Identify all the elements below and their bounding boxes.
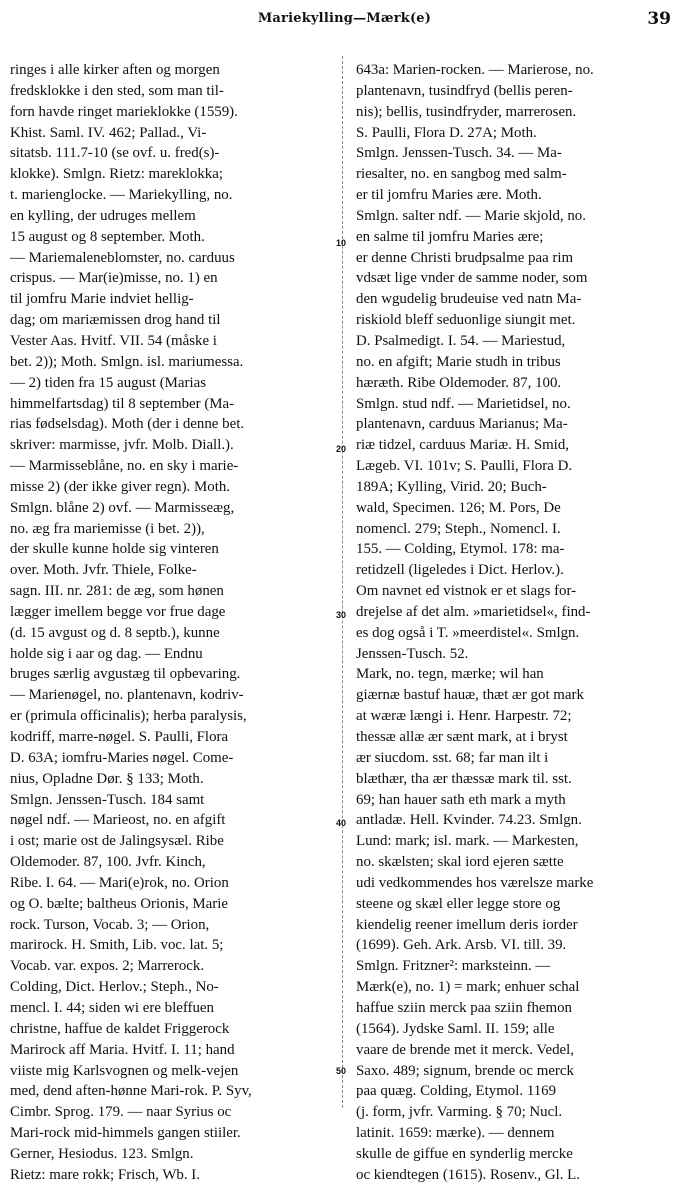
text-line: thessæ allæ ær sænt mark, at i bryst	[356, 729, 568, 745]
text-line: 15 august og 8 september. Moth.	[10, 228, 205, 245]
text-line: Smlgn. salter ndf. — Marie skjold, no.	[356, 207, 586, 224]
text-line: nis); bellis, tusindfryder, marrerosen.	[356, 103, 577, 120]
text-line: Mari-rock mid-himmels gangen stiiler.	[10, 1125, 241, 1142]
text-line: — Marienøgel, no. plantenavn, kodriv-	[10, 687, 244, 704]
text-line: wald, Specimen. 126; M. Pors, De	[356, 499, 561, 516]
text-line: riesalter, no. en sangbog med salm-	[356, 166, 567, 183]
text-line: sagn. III. nr. 281: de æg, som hønen	[10, 583, 224, 600]
text-line: 189A; Kylling, Virid. 20; Buch-	[356, 478, 547, 495]
text-line: Vester Aas. Hvitf. VII. 54 (måske i	[10, 332, 217, 349]
text-line: en kylling, der udruges mellem	[10, 207, 196, 224]
text-line: haffue sziin merck paa sziin fhemon	[356, 999, 572, 1016]
text-line: riskiold bleff seduonlige siungit met.	[356, 312, 576, 329]
text-line: no. skælsten; skal iord ejeren sætte	[356, 854, 564, 871]
text-line: Lægeb. VI. 101v; S. Paulli, Flora D.	[356, 458, 573, 475]
text-line: er denne Christi brudpsalme paa rim	[356, 249, 574, 266]
text-line: marirock. H. Smith, Lib. voc. lat. 5;	[10, 937, 224, 954]
text-line: med, dend aften-hønne Mari-rok. P. Syv,	[10, 1083, 252, 1100]
text-line: paa quæg. Colding, Etymol. 1169	[356, 1083, 557, 1100]
text-line: til jomfru Marie indviet hellig-	[10, 291, 194, 308]
text-line: kiendelig reener imellum deris iorder	[356, 916, 578, 933]
text-line: lægger imellem begge vor frue dage	[10, 603, 226, 620]
text-line: Smlgn. Fritzner²: marksteinn. —	[356, 958, 551, 975]
text-line: der skulle kunne holde sig vinteren	[10, 541, 219, 558]
text-line: D. Psalmedigt. I. 54. — Mariestud,	[356, 332, 566, 349]
text-line: vdsæt lige vnder de samme noder, som	[356, 270, 588, 287]
page-number: 39	[647, 9, 671, 29]
text-line: S. Paulli, Flora D. 27A; Moth.	[356, 124, 537, 141]
line-marker-20: 20	[336, 444, 347, 454]
text-line: riæ tidzel, carduus Mariæ. H. Smid,	[356, 437, 569, 454]
text-line: steene og skæl eller legge store og	[356, 895, 561, 912]
text-line: skulle de giffue en synderlig mercke	[356, 1145, 573, 1162]
line-marker-30: 30	[336, 610, 347, 620]
text-line: Smlgn. Jenssen-Tusch. 34. — Ma-	[356, 145, 562, 162]
text-line: viiste mig Karlsvognen og melk-vejen	[10, 1062, 239, 1079]
text-line: bet. 2)); Moth. Smlgn. isl. mariumessa.	[10, 353, 244, 370]
text-line: 69; han hauer sath eth mark a myth	[356, 791, 566, 808]
text-line: Vocab. var. expos. 2; Marrerock.	[10, 958, 205, 975]
text-line: forn havde ringet marieklokke (1559).	[10, 103, 238, 120]
text-line: i ost; marie ost de Jalingsysæl. Ribe	[10, 833, 224, 850]
text-line: rock. Turson, Vocab. 3; — Orion,	[10, 916, 210, 933]
text-line: udi vedkommendes hos værelsze marke	[356, 874, 594, 891]
text-line: fredsklokke i den sted, som man til-	[10, 82, 224, 99]
text-line: Smlgn. Jenssen-Tusch. 184 samt	[10, 791, 205, 808]
text-line: Gerner, Hesiodus. 123. Smlgn.	[10, 1145, 194, 1162]
text-line: blæthær, tha ær thæssæ mark til. sst.	[356, 770, 572, 787]
text-line: er (primula officinalis); herba paralysis,	[10, 708, 247, 725]
text-line: klokke). Smlgn. Rietz: mareklokka;	[10, 166, 223, 183]
text-line: ringes i alle kirker aften og morgen	[10, 62, 220, 78]
column-divider	[342, 56, 344, 1108]
text-line: — Marmisseblåne, no. en sky i marie-	[10, 458, 239, 475]
text-line: Khist. Saml. IV. 462; Pallad., Vi-	[10, 124, 207, 141]
text-line: 643a: Marien-rocken. — Marierose, no.	[356, 62, 594, 78]
right-column	[356, 60, 678, 1186]
text-line: over. Moth. Jvfr. Thiele, Folke-	[10, 562, 197, 579]
line-marker-40: 40	[336, 818, 347, 828]
text-line: en salme til jomfru Maries ære;	[356, 228, 544, 245]
text-line: retidzell (ligeledes i Dict. Herlov.).	[356, 562, 564, 579]
text-line: Mark, no. tegn, mærke; wil han	[356, 666, 544, 683]
text-line: (1564). Jydske Saml. II. 159; alle	[356, 1020, 555, 1037]
text-line: Lund: mark; isl. mark. — Markesten,	[356, 833, 579, 850]
text-line: bruges særlig avgustæg til opbevaring.	[10, 666, 241, 683]
text-line: dag; om mariæmissen drog hand til	[10, 312, 221, 329]
text-line: Saxo. 489; signum, brende oc merck	[356, 1062, 574, 1079]
text-line: (1699). Geh. Ark. Arsb. VI. till. 39.	[356, 937, 567, 954]
text-line: crispus. — Mar(ie)misse, no. 1) en	[10, 270, 218, 287]
text-line: Rietz: mare rokk; Frisch, Wb. I.	[10, 1166, 200, 1183]
text-line: Oldemoder. 87, 100. Jvfr. Kinch,	[10, 854, 206, 871]
text-line: er til jomfru Maries ære. Moth.	[356, 187, 542, 204]
text-line: antladæ. Hell. Kvinder. 74.23. Smlgn.	[356, 812, 582, 829]
page-header	[0, 9, 689, 31]
text-line: t. marienglocke. — Mariekylling, no.	[10, 187, 233, 204]
text-line: vaare de brende met it merck. Vedel,	[356, 1041, 575, 1058]
text-line: plantenavn, carduus Marianus; Ma-	[356, 416, 568, 433]
text-line: mencl. I. 44; siden wi ere bleffuen	[10, 999, 214, 1016]
left-column	[10, 60, 330, 1186]
text-line: at wæræ længi i. Henr. Harpestr. 72;	[356, 708, 572, 725]
text-line: nomencl. 279; Steph., Nomencl. I.	[356, 520, 561, 537]
text-line: den wgudelig brudeuise ved natn Ma-	[356, 291, 582, 308]
text-line: — 2) tiden fra 15 august (Marias	[10, 374, 207, 391]
text-line: Smlgn. stud ndf. — Marietidsel, no.	[356, 395, 571, 412]
text-line: es dog også i T. »meerdistel«. Smlgn.	[356, 624, 580, 641]
text-line: Marirock aff Maria. Hvitf. I. 11; hand	[10, 1041, 235, 1058]
text-line: kodriff, marre-nøgel. S. Paulli, Flora	[10, 729, 229, 745]
text-line: plantenavn, tusindfryd (bellis peren-	[356, 82, 573, 99]
line-marker-50: 50	[336, 1066, 347, 1076]
text-line: 155. — Colding, Etymol. 178: ma-	[356, 541, 565, 558]
text-line: nius, Opladne Dør. § 133; Moth.	[10, 770, 204, 787]
running-head: Mariekylling—Mærk(e)	[257, 11, 432, 26]
text-line: hæræth. Ribe Oldemoder. 87, 100.	[356, 374, 562, 391]
text-line: Jenssen-Tusch. 52.	[356, 645, 469, 662]
text-line: og O. bælte; baltheus Orionis, Marie	[10, 895, 228, 912]
text-line: rias fødselsdag). Moth (der i denne bet.	[10, 416, 245, 433]
text-line: (j. form, jvfr. Varming. § 70; Nucl.	[356, 1104, 563, 1121]
text-line: Ribe. I. 64. — Mari(e)rok, no. Orion	[10, 874, 229, 891]
text-line: misse 2) (der ikke giver regn). Moth.	[10, 478, 230, 495]
text-line: himmelfartsdag) til 8 september (Ma-	[10, 395, 235, 412]
text-line: no. en afgift; Marie studh in tribus	[356, 353, 561, 370]
text-line: oc kiendtegen (1615). Rosenv., Gl. L.	[356, 1166, 580, 1183]
text-line: Smlgn. blåne 2) ovf. — Marmisseæg,	[10, 499, 235, 516]
text-line: no. æg fra mariemisse (i bet. 2)),	[10, 520, 205, 537]
text-line: sitatsb. 111.7-10 (se ovf. u. fred(s)-	[10, 145, 220, 162]
text-line: Colding, Dict. Herlov.; Steph., No-	[10, 979, 219, 996]
text-line: Mærk(e), no. 1) = mark; enhuer schal	[356, 979, 580, 996]
text-line: (d. 15 avgust og d. 8 septb.), kunne	[10, 624, 220, 641]
text-line: drejelse af det alm. »marietidsel«, find-	[356, 603, 591, 620]
text-line: christne, haffue de kaldet Friggerock	[10, 1020, 230, 1037]
text-line: Om navnet ed vistnok er et slags for-	[356, 583, 577, 600]
text-line: Cimbr. Sprog. 179. — naar Syrius oc	[10, 1104, 232, 1121]
text-line: — Mariemaleneblomster, no. carduus	[10, 249, 235, 266]
text-line: holde sig i aar og dag. — Endnu	[10, 645, 203, 662]
text-line: latinit. 1659: mærke). — dennem	[356, 1125, 555, 1142]
text-line: D. 63A; iomfru-Maries nøgel. Come-	[10, 749, 234, 766]
text-line: giærnæ bastuf hauæ, thæt ær got mark	[356, 687, 584, 704]
line-marker-10: 10	[336, 238, 347, 248]
text-line: skriver: marmisse, jvfr. Molb. Diall.).	[10, 437, 234, 454]
text-line: nøgel ndf. — Marieost, no. en afgift	[10, 812, 226, 829]
text-line: ær siucdom. sst. 68; far man ilt i	[356, 749, 549, 766]
